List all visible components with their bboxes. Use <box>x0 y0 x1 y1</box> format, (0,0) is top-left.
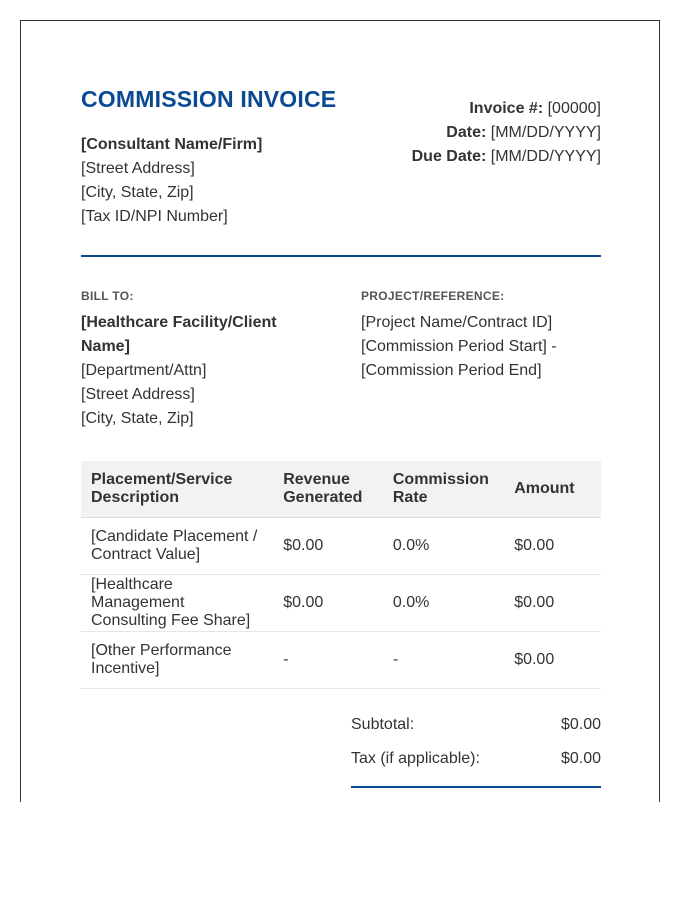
header-amount: Amount <box>504 461 601 518</box>
row-commission-rate: - <box>383 632 504 689</box>
row-revenue: $0.00 <box>273 518 383 575</box>
bill-to-label: BILL TO: <box>81 289 134 303</box>
subtotal-label: Subtotal: <box>351 716 415 733</box>
totals-divider <box>351 786 601 788</box>
project-reference-body <box>361 311 601 383</box>
table-header-row <box>81 461 601 518</box>
row-commission-rate: 0.0% <box>383 575 504 632</box>
project-name: [Project Name/Contract ID] <box>361 314 553 331</box>
client-city: [City, State, Zip] <box>81 410 194 427</box>
consultant-street: [Street Address] <box>81 160 195 177</box>
invoice-number-label: Invoice #: <box>469 100 544 117</box>
subtotal-row <box>351 711 601 745</box>
table-row <box>81 575 601 632</box>
row-description: [Candidate Placement / Contract Value] <box>81 518 273 575</box>
line-items-table <box>81 461 601 689</box>
tax-label: Tax (if applicable): <box>351 750 480 767</box>
subtotal-value: $0.00 <box>560 716 601 733</box>
invoice-number-line <box>412 97 601 121</box>
project-reference-label: PROJECT/REFERENCE: <box>361 289 505 303</box>
row-description: [Other Performance Incentive] <box>81 632 273 689</box>
header-revenue: Revenue Generated <box>273 461 383 518</box>
table-row <box>81 632 601 689</box>
invoice-date-line <box>412 121 601 145</box>
commission-period: [Commission Period Start] - [Commission Period End] <box>361 338 557 379</box>
invoice-date-label: Date: <box>446 124 487 141</box>
invoice-date-value: [MM/DD/YYYY] <box>490 124 601 141</box>
header-divider <box>81 255 601 257</box>
project-reference-section <box>361 289 601 383</box>
row-amount: $0.00 <box>504 518 601 575</box>
row-amount: $0.00 <box>504 632 601 689</box>
bill-to-body <box>81 311 321 431</box>
consultant-tax-id: [Tax ID/NPI Number] <box>81 208 228 225</box>
invoice-meta <box>412 97 601 169</box>
row-revenue: - <box>273 632 383 689</box>
row-revenue: $0.00 <box>273 575 383 632</box>
client-department: [Department/Attn] <box>81 362 207 379</box>
client-name: [Healthcare Facility/Client Name] <box>81 314 277 355</box>
row-amount: $0.00 <box>504 575 601 632</box>
due-date-line <box>412 145 601 169</box>
due-date-label: Due Date: <box>411 148 487 165</box>
row-description: [Healthcare Management Consulting Fee Share] <box>81 575 273 632</box>
row-commission-rate: 0.0% <box>383 518 504 575</box>
invoice-number-value: [00000] <box>547 100 601 117</box>
totals-section <box>351 711 601 779</box>
due-date-value: [MM/DD/YYYY] <box>490 148 601 165</box>
tax-row <box>351 745 601 779</box>
client-street: [Street Address] <box>81 386 195 403</box>
header-commission-rate: Commission Rate <box>383 461 504 518</box>
consultant-name: [Consultant Name/Firm] <box>81 136 263 153</box>
invoice-title: COMMISSION INVOICE <box>81 86 337 112</box>
header-description: Placement/Service Description <box>81 461 273 518</box>
invoice-page <box>20 20 660 802</box>
bill-to-section <box>81 289 321 431</box>
table-row <box>81 518 601 575</box>
consultant-address-block <box>81 133 262 229</box>
tax-value: $0.00 <box>560 750 601 767</box>
consultant-city: [City, State, Zip] <box>81 184 194 201</box>
